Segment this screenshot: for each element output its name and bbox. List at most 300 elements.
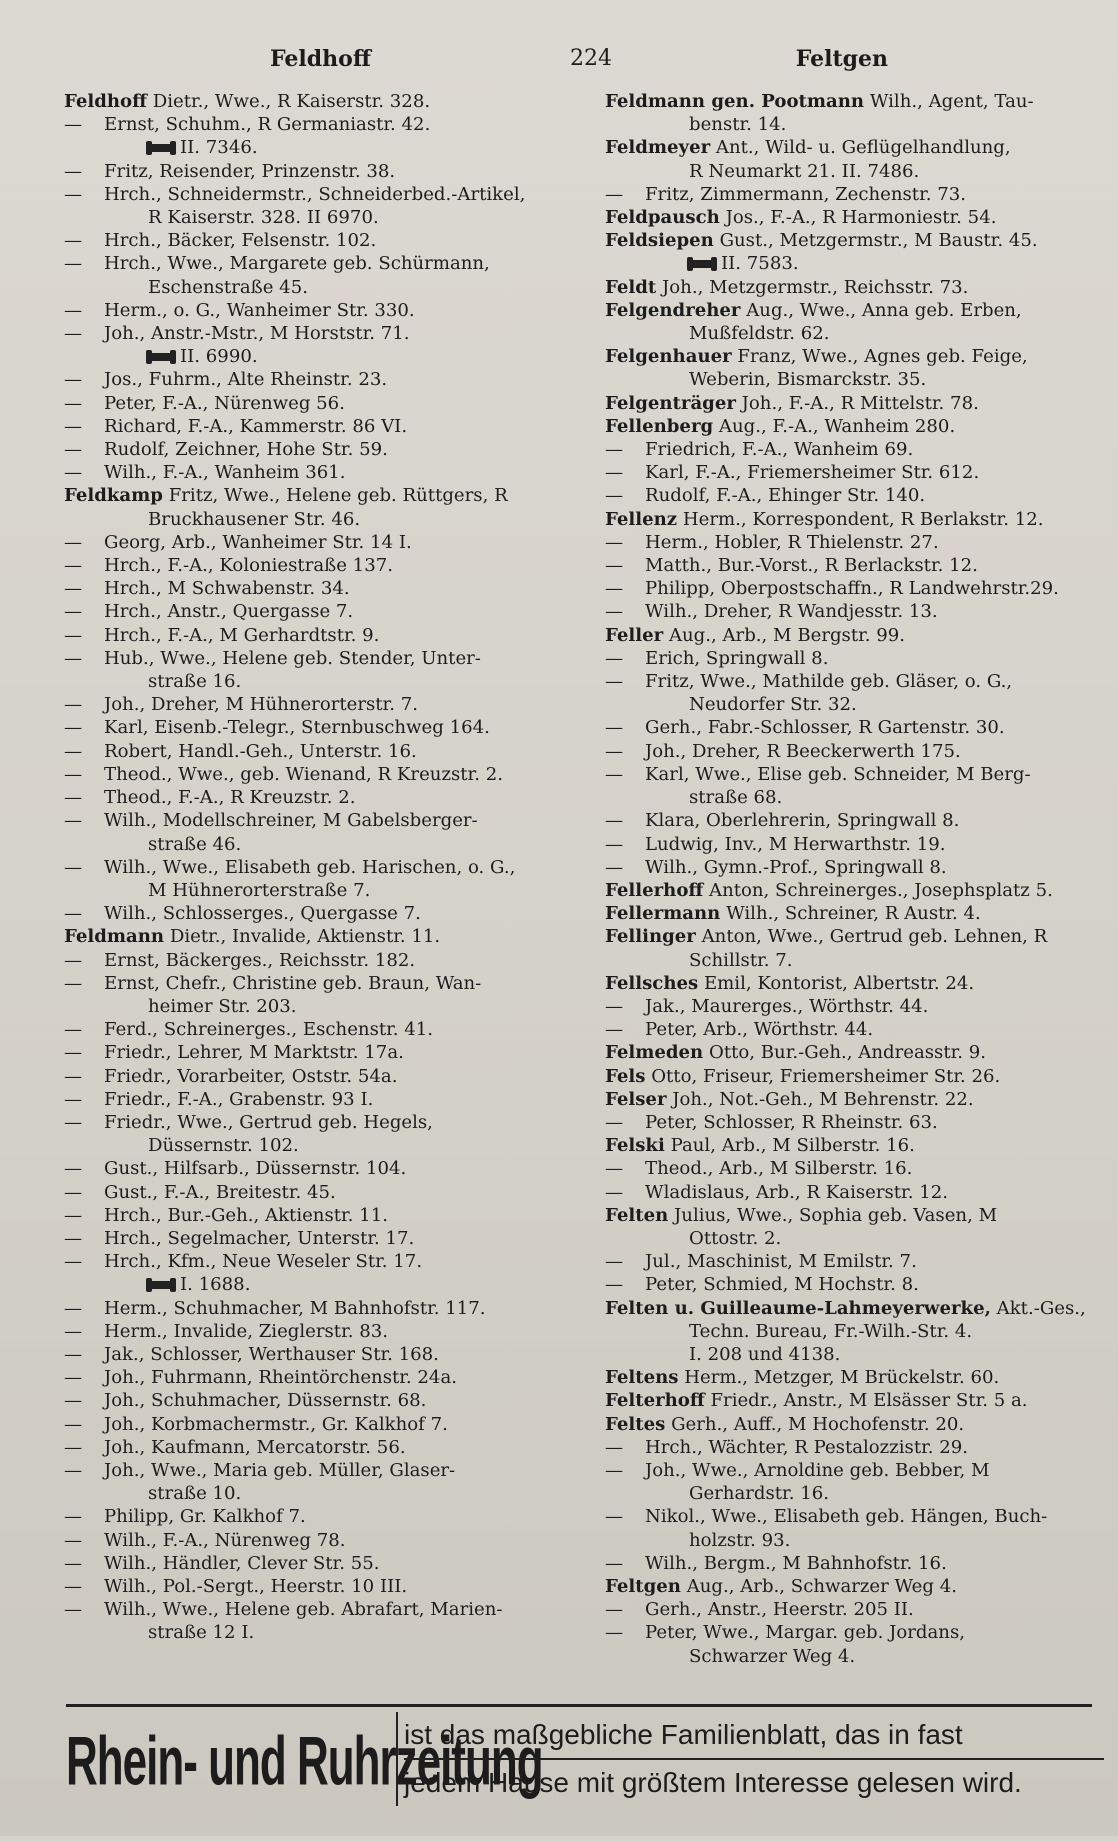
entry-line	[64, 1343, 574, 1366]
entry-details: Matth., Bur.-Vorst., R Berlackstr. 12.	[645, 555, 978, 577]
entry-line	[605, 1181, 1105, 1204]
ditto-dash: —	[605, 1274, 624, 1296]
surname: Felgenhauer	[605, 346, 732, 368]
entry-line	[605, 206, 1105, 229]
ditto-dash: —	[64, 415, 83, 437]
ditto-dash: —	[64, 531, 83, 553]
entry-line	[605, 624, 1105, 647]
entry-details: Wilh., Wwe., Helene geb. Abrafart, Marien-	[104, 1599, 503, 1621]
ditto-dash: —	[64, 1599, 83, 1621]
ditto-dash: —	[605, 810, 624, 832]
directory-entry	[605, 1459, 1105, 1505]
entry-line	[64, 415, 574, 438]
surname: Fellerhoff	[605, 879, 704, 901]
entry-continuation: straße 16.	[148, 671, 242, 693]
entry-details: Philipp, Gr. Kalkhof 7.	[104, 1506, 306, 1528]
entry-line	[64, 1552, 574, 1575]
directory-entry	[64, 183, 574, 229]
directory-entry	[605, 392, 1105, 415]
ditto-dash: —	[64, 369, 83, 391]
banner-slogan	[396, 1712, 1104, 1806]
entry-details: Peter, Arb., Wörthstr. 44.	[645, 1019, 874, 1041]
directory-entry	[64, 368, 574, 391]
directory-entry	[605, 902, 1105, 925]
ditto-dash: —	[64, 717, 83, 739]
ditto-dash: —	[64, 462, 83, 484]
directory-entry	[64, 1204, 574, 1227]
entry-continuation: Weberin, Bismarckstr. 35.	[689, 369, 927, 391]
entry-line	[605, 531, 1105, 554]
entry-line	[64, 299, 574, 322]
phone-line	[64, 345, 574, 368]
entry-details: Richard, F.-A., Kammerstr. 86 VI.	[104, 415, 408, 437]
entry-details: Hub., Wwe., Helene geb. Stender, Unter-	[104, 647, 481, 669]
directory-entry	[64, 1529, 574, 1552]
entry-details: Ferd., Schreinerges., Eschenstr. 41.	[104, 1019, 434, 1041]
surname: Felgenträger	[605, 392, 736, 414]
ditto-dash: —	[605, 856, 624, 878]
entry-line	[64, 531, 574, 554]
phone-line	[64, 1273, 574, 1296]
directory-entry	[605, 763, 1105, 809]
directory-entry	[605, 438, 1105, 461]
directory-entry	[64, 786, 574, 809]
entry-details: Jos., Fuhrm., Alte Rheinstr. 23.	[104, 369, 388, 391]
ditto-dash: —	[605, 671, 624, 693]
ditto-dash: —	[605, 601, 624, 623]
ditto-dash: —	[64, 439, 83, 461]
entry-details: Herm., Invalide, Zieglerstr. 83.	[104, 1320, 389, 1342]
surname: Feldmann gen. Pootmann	[605, 91, 865, 112]
entry-details: Wilh., Gymn.-Prof., Springwall 8.	[645, 856, 947, 878]
ditto-dash: —	[605, 1251, 624, 1273]
entry-line	[605, 716, 1105, 739]
entry-line	[605, 902, 1105, 925]
entry-details: Wilh., Dreher, R Wandjesstr. 13.	[645, 601, 938, 623]
left-column	[64, 90, 574, 1690]
entry-details: Wilh., Händler, Clever Str. 55.	[104, 1552, 380, 1574]
entry-line	[64, 1181, 574, 1204]
directory-entry	[64, 647, 574, 693]
ditto-dash: —	[64, 299, 83, 321]
directory-entry	[64, 160, 574, 183]
ditto-dash: —	[64, 555, 83, 577]
directory-entry	[605, 136, 1105, 182]
entry-line	[64, 1575, 574, 1598]
directory-entry	[605, 461, 1105, 484]
entry-details: Friedr., Wwe., Gertrud geb. Hegels,	[104, 1111, 433, 1133]
entry-line	[64, 693, 574, 716]
entry-line	[605, 554, 1105, 577]
entry-line	[64, 1529, 574, 1552]
entry-line	[64, 1505, 574, 1528]
ditto-dash: —	[64, 253, 83, 275]
directory-entry	[605, 972, 1105, 995]
entry-continuation: Eschenstraße 45.	[148, 276, 308, 298]
entry-line	[64, 949, 574, 972]
entry-line	[64, 1088, 574, 1111]
entry-line	[605, 647, 1105, 670]
surname: Feldhoff	[64, 91, 147, 112]
entry-details: Aug., F.-A., Wanheim 280.	[718, 415, 956, 437]
ditto-dash: —	[605, 183, 624, 205]
entry-details: Otto, Bur.-Geh., Andreasstr. 9.	[708, 1042, 987, 1064]
entry-line	[605, 1041, 1105, 1064]
entry-continuation: holzstr. 93.	[689, 1529, 791, 1551]
surname: Feldpausch	[605, 207, 720, 229]
ditto-dash: —	[64, 160, 83, 182]
directory-entry	[605, 229, 1105, 252]
entry-details: Wladislaus, Arb., R Kaiserstr. 12.	[645, 1181, 948, 1203]
entry-line	[605, 345, 1105, 368]
directory-entry	[605, 600, 1105, 623]
directory-entry	[605, 1505, 1105, 1551]
entry-line	[64, 160, 574, 183]
entry-details: Joh., Wwe., Maria geb. Müller, Glaser-	[104, 1459, 456, 1481]
advertisement-banner	[66, 1712, 1096, 1822]
directory-entry	[605, 90, 1105, 136]
directory-entry	[605, 577, 1105, 600]
newspaper-brand: Rhein- und Ruhrzeitung	[66, 1724, 543, 1801]
right-column	[605, 90, 1105, 1690]
directory-entry	[605, 276, 1105, 299]
entry-continuation: straße 12 I.	[148, 1622, 255, 1644]
entry-details: Joh., Fuhrmann, Rheintörchenstr. 24a.	[104, 1367, 457, 1389]
entry-line	[605, 1459, 1105, 1482]
entry-details: Fritz, Reisender, Prinzenstr. 38.	[104, 160, 396, 182]
directory-entry	[605, 345, 1105, 391]
directory-entry	[605, 206, 1105, 229]
surname: Fellenz	[605, 508, 678, 530]
entry-details: Hrch., Anstr., Quergasse 7.	[104, 601, 354, 623]
entry-details: Jos., F.-A., R Harmoniestr. 54.	[725, 207, 997, 229]
entry-line	[605, 1575, 1105, 1598]
entry-details: Gust., F.-A., Breitestr. 45.	[104, 1181, 336, 1203]
ditto-dash: —	[64, 694, 83, 716]
directory-entry	[605, 1575, 1105, 1598]
ditto-dash: —	[64, 1413, 83, 1435]
entry-line	[64, 183, 574, 206]
surname: Feltens	[605, 1367, 679, 1389]
ditto-dash: —	[605, 763, 624, 785]
surname: Felten u. Guilleaume-Lahmeyerwerke,	[605, 1297, 991, 1319]
directory-entry	[605, 1389, 1105, 1412]
directory-entry	[605, 925, 1105, 971]
directory-entry	[64, 1320, 574, 1343]
entry-line	[64, 1204, 574, 1227]
entry-line	[64, 624, 574, 647]
entry-details: Anton, Wwe., Gertrud geb. Lehnen, R	[701, 926, 1048, 948]
directory-entry	[64, 252, 574, 298]
entry-line	[64, 786, 574, 809]
entry-continuation: straße 46.	[148, 833, 242, 855]
entry-line	[605, 276, 1105, 299]
ditto-dash: —	[64, 856, 83, 878]
entry-line	[605, 995, 1105, 1018]
entry-line	[605, 856, 1105, 879]
directory-entry	[64, 531, 574, 554]
directory-entry	[605, 1273, 1105, 1296]
directory-entry	[64, 1436, 574, 1459]
surname: Feltes	[605, 1413, 666, 1435]
directory-entry	[64, 1227, 574, 1250]
directory-entry	[64, 1575, 574, 1598]
entry-continuation: straße 68.	[689, 787, 783, 809]
directory-entry	[64, 1088, 574, 1111]
entry-details: Joh., Metzgermstr., Reichsstr. 73.	[662, 276, 969, 298]
entry-details: Wilh., Agent, Tau-	[869, 91, 1034, 112]
entry-details: Ernst, Chefr., Christine geb. Braun, Wan-	[104, 972, 482, 994]
entry-details: Hrch., F.-A., Koloniestraße 137.	[104, 555, 393, 577]
ditto-dash: —	[64, 1552, 83, 1574]
entry-continuation: Mußfeldstr. 62.	[689, 323, 830, 345]
entry-line	[605, 600, 1105, 623]
directory-entry	[64, 1250, 574, 1273]
entry-details: Hrch., Bäcker, Felsenstr. 102.	[104, 230, 377, 252]
directory-entry	[64, 461, 574, 484]
entry-details: Georg, Arb., Wanheimer Str. 14 I.	[104, 531, 412, 553]
entry-line	[64, 368, 574, 391]
ditto-dash: —	[64, 1459, 83, 1481]
entry-details: Gust., Hilfsarb., Düssernstr. 104.	[104, 1158, 407, 1180]
ditto-dash: —	[605, 740, 624, 762]
directory-entry	[64, 392, 574, 415]
surname: Felterhoff	[605, 1390, 705, 1412]
directory-entry	[605, 1018, 1105, 1041]
page-number: 224	[570, 46, 612, 71]
entry-details: Wilh., F.-A., Wanheim 361.	[104, 462, 346, 484]
directory-entry	[64, 554, 574, 577]
page-header	[60, 40, 1058, 90]
entry-line	[605, 392, 1105, 415]
entry-details: Hrch., Schneidermstr., Schneiderbed.-Artikel,	[104, 183, 526, 205]
entry-details: Wilh., Schreiner, R Austr. 4.	[726, 903, 981, 925]
ditto-dash: —	[605, 1459, 624, 1481]
directory-entry	[64, 1459, 574, 1505]
entry-line	[64, 1389, 574, 1412]
entry-details: Paul, Arb., M Silberstr. 16.	[670, 1135, 915, 1157]
entry-line	[605, 136, 1105, 159]
entry-details: Herm., Schuhmacher, M Bahnhofstr. 117.	[104, 1297, 486, 1319]
entry-line	[64, 1598, 574, 1621]
entry-line	[64, 1366, 574, 1389]
ditto-dash: —	[64, 763, 83, 785]
entry-line	[64, 972, 574, 995]
entry-details: Aug., Arb., Schwarzer Weg 4.	[686, 1576, 957, 1597]
surname: Felten	[605, 1204, 669, 1226]
directory-entry	[605, 716, 1105, 739]
telephone-icon	[148, 1281, 174, 1289]
directory-entry	[605, 1088, 1105, 1111]
entry-line	[64, 716, 574, 739]
entry-line	[605, 1366, 1105, 1389]
directory-entry	[64, 925, 574, 948]
directory-entry	[605, 809, 1105, 832]
telephone-icon	[689, 260, 715, 268]
entry-line	[605, 1018, 1105, 1041]
ditto-dash: —	[64, 183, 83, 205]
entry-details: Gerh., Fabr.-Schlosser, R Gartenstr. 30.	[645, 717, 1005, 739]
directory-entry	[605, 995, 1105, 1018]
entry-line	[64, 1250, 574, 1273]
entry-details: Klara, Oberlehrerin, Springwall 8.	[645, 810, 960, 832]
entry-details: Hrch., Kfm., Neue Weseler Str. 17.	[104, 1251, 423, 1273]
directory-entry	[64, 322, 574, 345]
entry-line	[605, 1552, 1105, 1575]
entry-details: Fritz, Zimmermann, Zechenstr. 73.	[645, 183, 967, 205]
entry-details: Franz, Wwe., Agnes geb. Feige,	[737, 346, 1028, 368]
entry-line	[605, 1436, 1105, 1459]
entry-details: Karl, Wwe., Elise geb. Schneider, M Berg-	[645, 763, 1031, 785]
ditto-dash: —	[605, 1622, 624, 1644]
directory-entry	[605, 554, 1105, 577]
entry-line	[605, 1505, 1105, 1528]
entry-details: Friedr., Lehrer, M Marktstr. 17a.	[104, 1042, 404, 1064]
surname: Fellinger	[605, 926, 696, 948]
entry-line	[64, 902, 574, 925]
entry-line	[605, 879, 1105, 902]
ditto-dash: —	[64, 647, 83, 669]
entry-details: Aug., Arb., M Bergstr. 99.	[668, 624, 906, 646]
directory-entry	[64, 1389, 574, 1412]
entry-line	[605, 1621, 1105, 1644]
entry-line	[64, 1227, 574, 1250]
entry-line	[605, 577, 1105, 600]
entry-details: Joh., Anstr.-Mstr., M Horststr. 71.	[104, 323, 410, 345]
header-right-keyword: Feltgen	[795, 46, 888, 72]
entry-line	[605, 461, 1105, 484]
entry-details: Joh., Korbmachermstr., Gr. Kalkhof 7.	[104, 1413, 448, 1435]
entry-details: Herm., Korrespondent, R Berlakstr. 12.	[682, 508, 1044, 530]
directory-entry	[64, 113, 574, 136]
ditto-dash: —	[64, 1576, 83, 1597]
header-left-keyword: Feldhoff	[270, 46, 371, 72]
entry-details: Dietr., Invalide, Aktienstr. 11.	[169, 926, 441, 948]
entry-line	[605, 763, 1105, 786]
directory-entry	[64, 90, 574, 113]
ditto-dash: —	[64, 392, 83, 414]
directory-entry	[605, 508, 1105, 531]
phone-number: II. 7583.	[721, 253, 799, 275]
ditto-dash: —	[605, 1599, 624, 1621]
ditto-dash: —	[605, 485, 624, 507]
entry-details: Hrch., Wwe., Margarete geb. Schürmann,	[104, 253, 490, 275]
entry-line	[605, 1134, 1105, 1157]
entry-line	[605, 1065, 1105, 1088]
directory-entry	[64, 1111, 574, 1157]
ditto-dash: —	[64, 787, 83, 809]
directory-entry	[64, 716, 574, 739]
entry-details: Philipp, Oberpostschaffn., R Landwehrstr.29.	[645, 578, 1059, 600]
entry-details: Jak., Schlosser, Werthauser Str. 168.	[104, 1343, 439, 1365]
entry-line	[64, 438, 574, 461]
entry-details: Fritz, Wwe., Mathilde geb. Gläser, o. G.,	[645, 671, 1013, 693]
entry-continuation: Gerhardstr. 16.	[689, 1483, 829, 1505]
entry-details: Ant., Wild- u. Geflügelhandlung,	[715, 137, 1011, 159]
entry-continuation: I. 208 und 4138.	[689, 1343, 841, 1365]
ditto-dash: —	[64, 601, 83, 623]
directory-entry	[605, 531, 1105, 554]
directory-entry	[605, 1041, 1105, 1064]
directory-entry	[64, 577, 574, 600]
ditto-dash: —	[605, 833, 624, 855]
directory-entry	[64, 972, 574, 1018]
directory-entry	[605, 1111, 1105, 1134]
ditto-dash: —	[605, 717, 624, 739]
entry-details: Ernst, Schuhm., R Germaniastr. 42.	[104, 114, 431, 136]
ditto-dash: —	[64, 1367, 83, 1389]
entry-line	[605, 299, 1105, 322]
entry-details: Wilh., Wwe., Elisabeth geb. Harischen, o. G.,	[104, 856, 516, 878]
ditto-dash: —	[64, 1506, 83, 1528]
ditto-dash: —	[64, 578, 83, 600]
surname: Fellermann	[605, 903, 721, 925]
directory-entry	[605, 670, 1105, 716]
entry-line	[605, 1413, 1105, 1436]
directory-entry	[64, 1041, 574, 1064]
surname: Fellsches	[605, 972, 699, 994]
entry-details: Theod., Wwe., geb. Wienand, R Kreuzstr. 2.	[104, 763, 503, 785]
telephone-icon	[148, 144, 174, 152]
ditto-dash: —	[64, 1111, 83, 1133]
surname: Feldsiepen	[605, 230, 714, 252]
entry-line	[64, 1297, 574, 1320]
entry-details: Otto, Friseur, Friemersheimer Str. 26.	[651, 1065, 1001, 1087]
entry-details: Hrch., M Schwabenstr. 34.	[104, 578, 350, 600]
entry-details: Robert, Handl.-Geh., Unterstr. 16.	[104, 740, 417, 762]
ditto-dash: —	[605, 1111, 624, 1133]
entry-details: Herm., Hobler, R Thielenstr. 27.	[645, 531, 939, 553]
entry-details: Jul., Maschinist, M Emilstr. 7.	[645, 1251, 917, 1273]
entry-continuation: Bruckhausener Str. 46.	[148, 508, 361, 530]
surname: Fels	[605, 1065, 646, 1087]
ditto-dash: —	[64, 323, 83, 345]
entry-line	[64, 484, 574, 507]
entry-line	[605, 972, 1105, 995]
entry-details: Rudolf, F.-A., Ehinger Str. 140.	[645, 485, 926, 507]
surname: Feltgen	[605, 1576, 681, 1597]
entry-line	[64, 113, 574, 136]
entry-details: Dietr., Wwe., R Kaiserstr. 328.	[152, 91, 431, 112]
ditto-dash: —	[64, 1390, 83, 1412]
entry-continuation: benstr. 14.	[689, 114, 787, 136]
entry-details: Erich, Springwall 8.	[645, 647, 829, 669]
directory-entry	[605, 1250, 1105, 1273]
entry-continuation: Schwarzer Weg 4.	[689, 1645, 856, 1667]
entry-line	[605, 925, 1105, 948]
entry-details: Hrch., F.-A., M Gerhardtstr. 9.	[104, 624, 380, 646]
entry-line	[64, 392, 574, 415]
entry-line	[605, 1204, 1105, 1227]
entry-details: Herm., o. G., Wanheimer Str. 330.	[104, 299, 415, 321]
entry-line	[64, 856, 574, 879]
directory-entry	[64, 438, 574, 461]
entry-details: Peter, F.-A., Nürenweg 56.	[104, 392, 345, 414]
directory-entry	[64, 902, 574, 925]
directory-entry	[605, 1297, 1105, 1367]
entry-details: Theod., Arb., M Silberstr. 16.	[645, 1158, 913, 1180]
ditto-dash: —	[64, 1436, 83, 1458]
entry-line	[605, 508, 1105, 531]
entry-details: Ernst, Bäckerges., Reichsstr. 182.	[104, 949, 416, 971]
directory-entry	[605, 1157, 1105, 1180]
directory-entry	[605, 183, 1105, 206]
entry-line	[605, 484, 1105, 507]
ditto-dash: —	[64, 740, 83, 762]
directory-entry	[605, 879, 1105, 902]
ditto-dash: —	[605, 1436, 624, 1458]
entry-line	[64, 229, 574, 252]
